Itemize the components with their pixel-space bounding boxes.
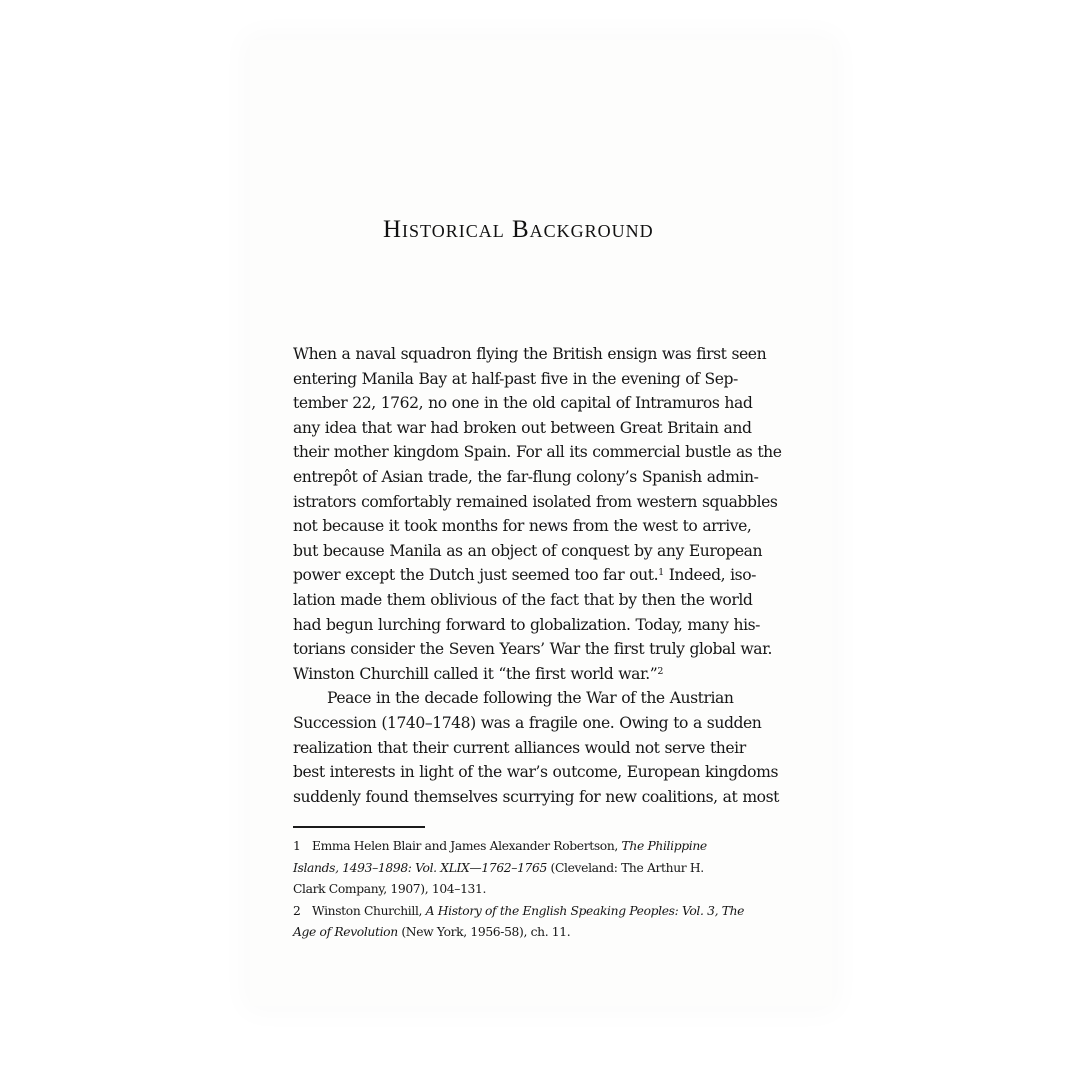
text-line <box>293 563 765 588</box>
text-line: tember 22, 1762, no one in the old capital of Intramuros had <box>293 394 753 413</box>
footnote-title: A History of the English Speaking Peoples: Vol. 3, The <box>425 903 745 918</box>
text-line: entering Manila Bay at half-past five in the evening of Sep- <box>293 369 738 388</box>
text-segment: Indeed, iso- <box>663 566 756 585</box>
footnote-2-line <box>293 901 765 923</box>
footnote-title: The Philippine <box>621 839 707 853</box>
footnote-1-line <box>293 879 765 901</box>
text-line: had begun lurching forward to globalization. Today, many his- <box>293 615 760 634</box>
footnote-number: 1 <box>293 839 301 853</box>
footnote-ref-2: 2 <box>657 665 663 677</box>
text-line: istrators comfortably remained isolated from western squabbles <box>293 492 778 511</box>
footnote-2-line <box>293 922 765 944</box>
text-line <box>293 662 765 687</box>
text-line: suddenly found themselves scurrying for new coalitions, at most <box>293 787 779 806</box>
text-segment: power except the Dutch just seemed too far out. <box>293 566 659 585</box>
footnote-citation: (Cleveland: The Arthur H. <box>546 860 704 875</box>
text-line: When a naval squadron flying the British ensign was first seen <box>293 345 767 363</box>
footnote-author: Emma Helen Blair and James Alexander Robertson, <box>312 839 622 853</box>
footnote-1-line <box>293 836 765 858</box>
text-line: not because it took months for news from the west to arrive, <box>293 517 752 536</box>
footnote-citation: Clark Company, 1907), 104–131. <box>293 882 487 896</box>
text-line: torians consider the Seven Years’ War the first truly global war. <box>293 640 772 659</box>
text-line: entrepôt of Asian trade, the far-flung colony’s Spanish admin- <box>293 467 759 486</box>
footnote-1-line <box>293 858 765 880</box>
text-segment: Winston Churchill called it “the first world war.” <box>293 664 658 683</box>
footnote-divider <box>293 826 425 828</box>
text-line: Succession (1740–1748) was a fragile one. Owing to a sudden <box>293 713 762 732</box>
text-line: but because Manila as an object of conquest by any European <box>293 541 763 560</box>
footnotes <box>293 836 765 944</box>
text-line: best interests in light of the war’s outcome, European kingdoms <box>293 763 779 782</box>
footnote-title: Islands, 1493–1898: Vol. XLIX—1762–1765 <box>293 860 547 875</box>
text-line: realization that their current alliances would not serve their <box>293 738 746 757</box>
footnote-ref-1: 1 <box>658 567 664 579</box>
body-text <box>293 342 782 809</box>
paragraph-start-line: Peace in the decade following the War of the Austrian <box>327 689 734 708</box>
text-line: their mother kingdom Spain. For all its commercial bustle as the <box>293 443 782 462</box>
footnote-title: Age of Revolution <box>293 925 398 939</box>
text-line: any idea that war had broken out between Great Britain and <box>293 418 752 437</box>
chapter-heading: Historical Background <box>383 216 654 243</box>
footnote-citation: (New York, 1956-58), ch. 11. <box>397 925 571 939</box>
text-line: lation made them oblivious of the fact that by then the world <box>293 590 753 609</box>
footnote-author: Winston Churchill, <box>312 903 426 918</box>
footnote-number: 2 <box>293 903 301 918</box>
